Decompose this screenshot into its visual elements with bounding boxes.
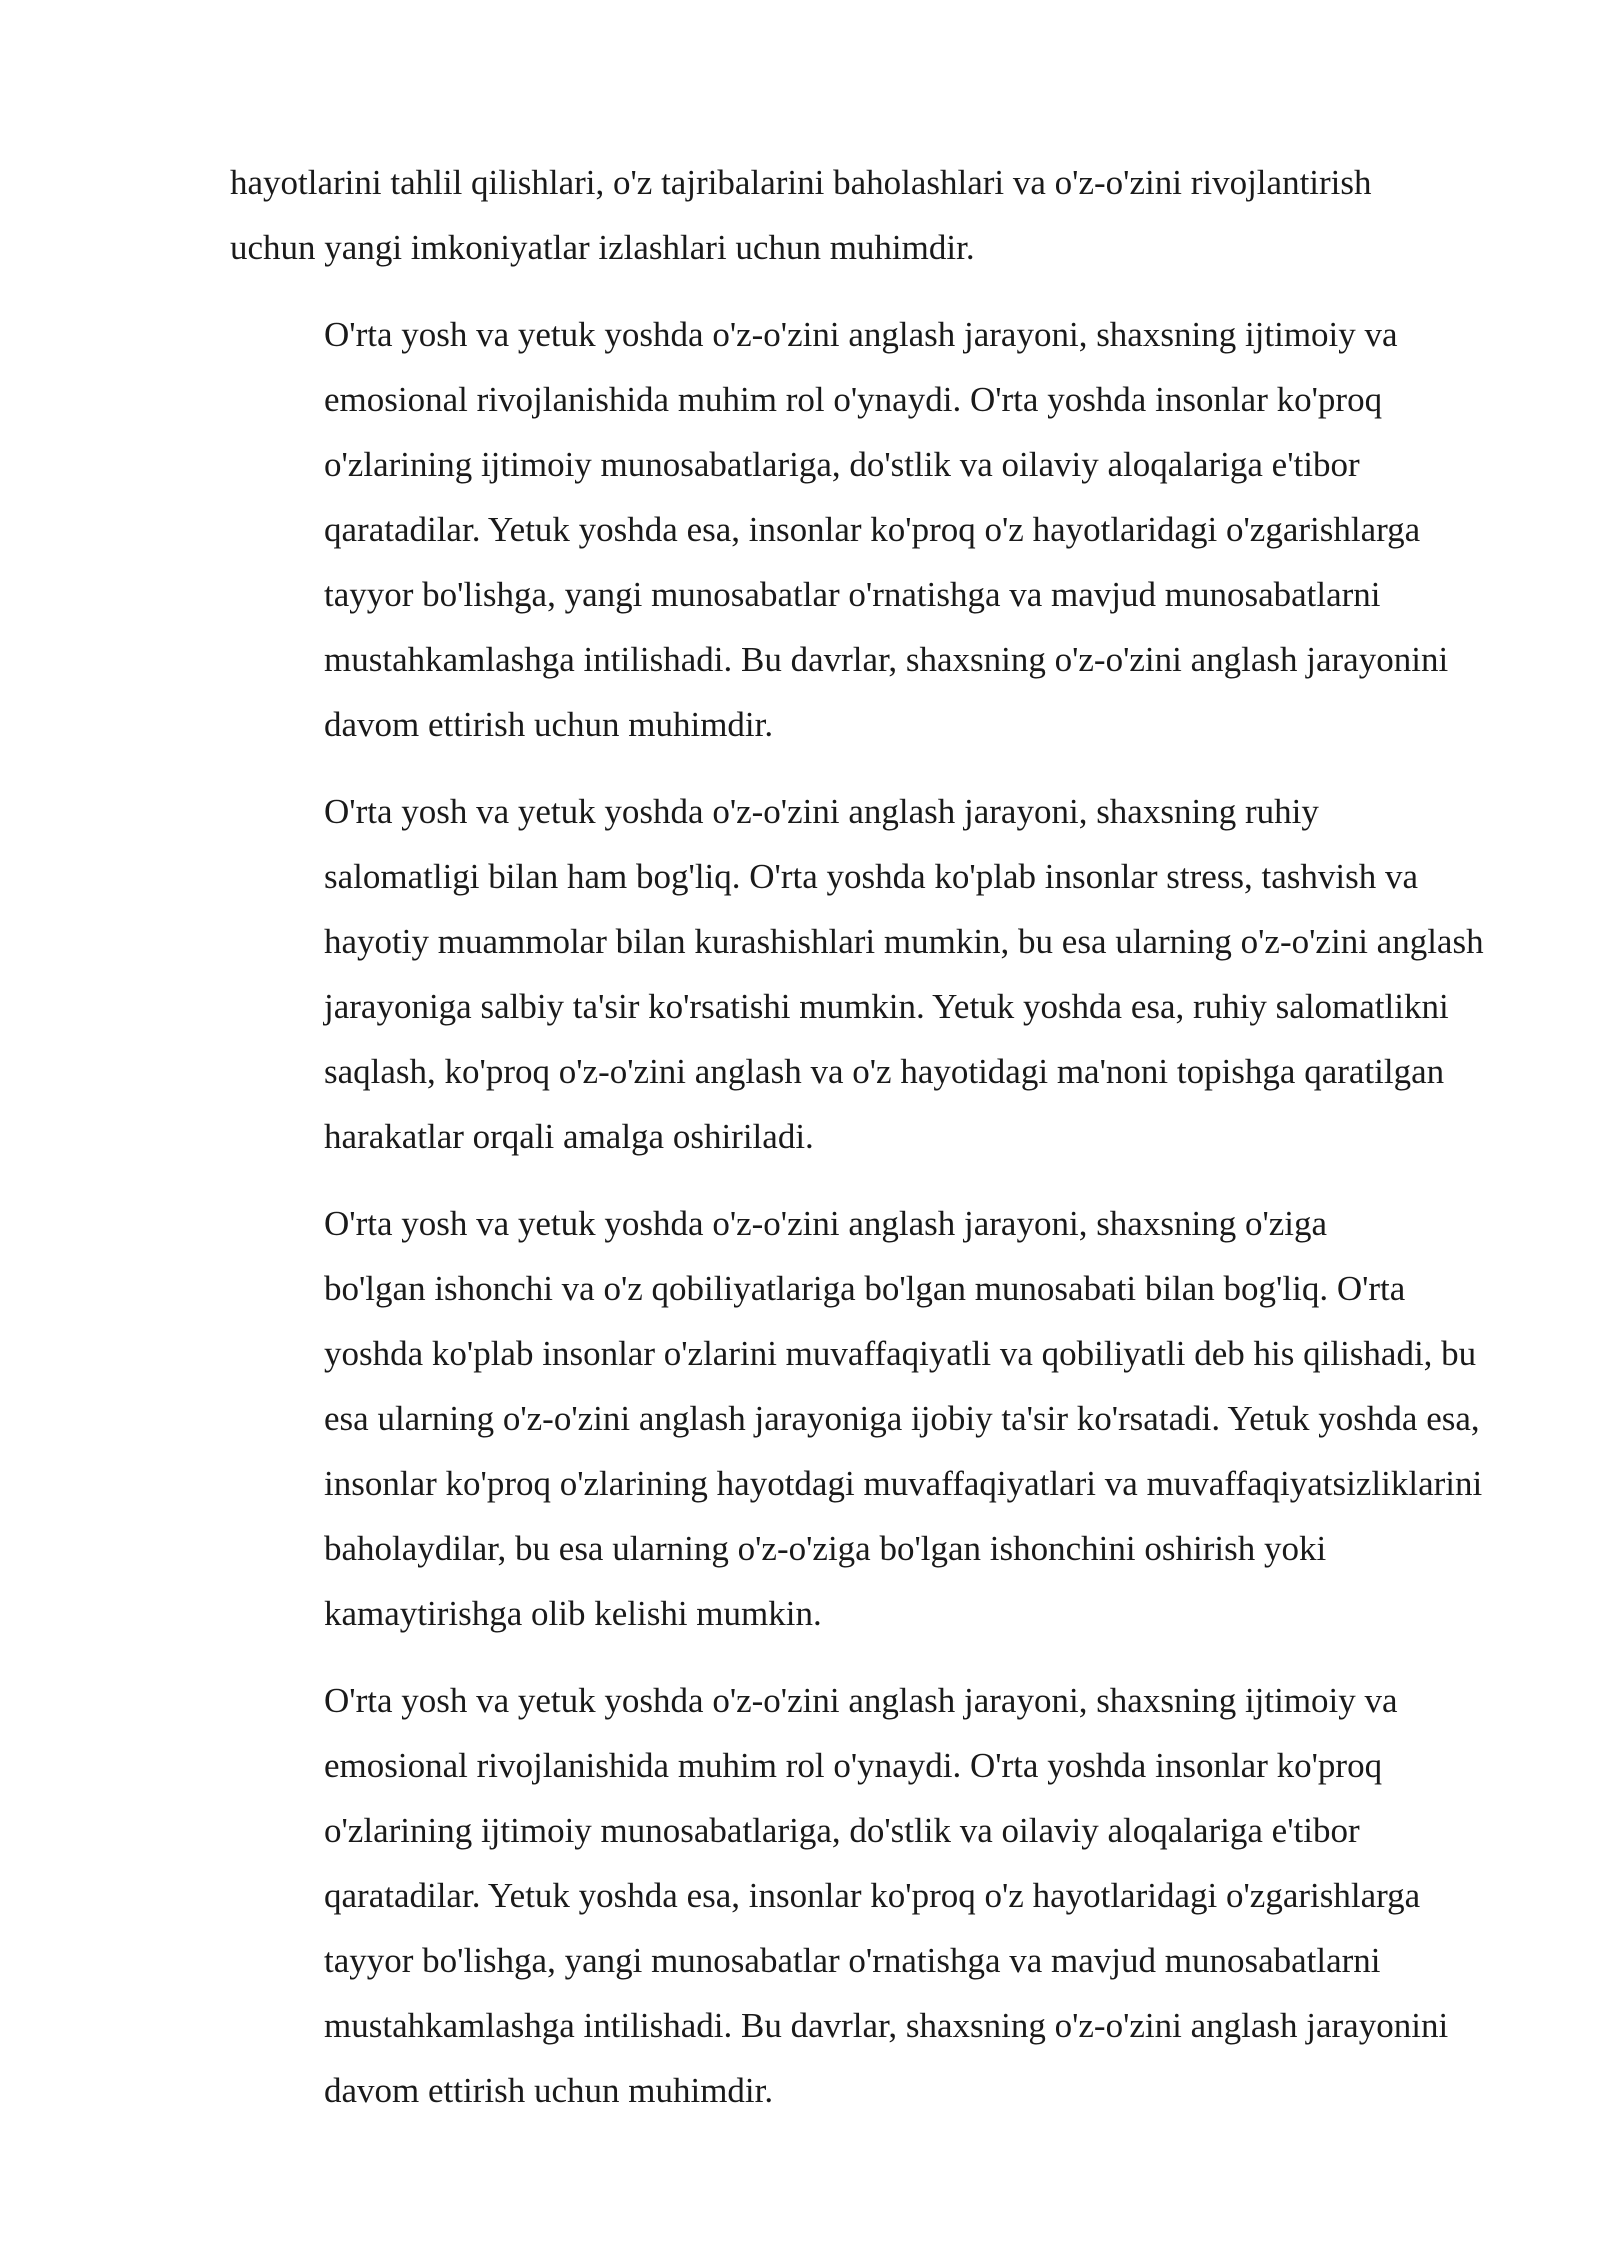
paragraph-line: mustahkamlashga intilishadi. Bu davrlar, shaxsning o'z-o'zini anglash jarayonini — [324, 640, 1449, 679]
paragraph-line: saqlash, ko'proq o'z-o'zini anglash va o'z hayotidagi ma'noni topishga qaratilgan — [324, 1052, 1445, 1091]
paragraph-line: emosional rivojlanishida muhim rol o'ynaydi. O'rta yoshda insonlar ko'proq — [324, 380, 1383, 419]
paragraph-line: qaratadilar. Yetuk yoshda esa, insonlar ko'proq o'z hayotlaridagi o'zgarishlarga — [324, 1876, 1421, 1915]
paragraph-line: baholaydilar, bu esa ularning o'z-o'ziga bo'lgan ishonchini oshirish yoki — [324, 1529, 1327, 1568]
paragraph-line: O'rta yosh va yetuk yoshda o'z-o'zini anglash jarayoni, shaxsning ijtimoiy va — [324, 1681, 1398, 1720]
paragraph-1 — [230, 150, 1488, 280]
paragraph-line: hayotiy muammolar bilan kurashishlari mumkin, bu esa ularning o'z-o'zini anglash — [324, 922, 1484, 961]
paragraph-4 — [230, 1191, 1488, 1646]
paragraph-line: uchun yangi imkoniyatlar izlashlari uchun muhimdir. — [230, 228, 975, 267]
paragraph-3 — [230, 779, 1488, 1169]
paragraph-line: bo'lgan ishonchi va o'z qobiliyatlariga bo'lgan munosabati bilan bog'liq. O'rta — [324, 1269, 1406, 1308]
paragraph-line: kamaytirishga olib kelishi mumkin. — [324, 1594, 822, 1633]
paragraph-line: o'zlarining ijtimoiy munosabatlariga, do'stlik va oilaviy aloqalariga e'tibor — [324, 445, 1360, 484]
paragraph-line: o'zlarining ijtimoiy munosabatlariga, do'stlik va oilaviy aloqalariga e'tibor — [324, 1811, 1360, 1850]
paragraph-line: O'rta yosh va yetuk yoshda o'z-o'zini anglash jarayoni, shaxsning ijtimoiy va — [324, 315, 1398, 354]
paragraph-line: O'rta yosh va yetuk yoshda o'z-o'zini anglash jarayoni, shaxsning o'ziga — [324, 1204, 1328, 1243]
paragraph-line: tayyor bo'lishga, yangi munosabatlar o'rnatishga va mavjud munosabatlarni — [324, 575, 1381, 614]
paragraph-line: mustahkamlashga intilishadi. Bu davrlar, shaxsning o'z-o'zini anglash jarayonini — [324, 2006, 1449, 2045]
paragraph-line: jarayoniga salbiy ta'sir ko'rsatishi mumkin. Yetuk yoshda esa, ruhiy salomatlikni — [324, 987, 1449, 1026]
paragraph-line: hayotlarini tahlil qilishlari, o'z tajribalarini baholashlari va o'z-o'zini rivojlantirish — [230, 163, 1372, 202]
paragraph-5 — [230, 1668, 1488, 2123]
paragraph-line: harakatlar orqali amalga oshiriladi. — [324, 1117, 814, 1156]
paragraph-line: insonlar ko'proq o'zlarining hayotdagi muvaffaqiyatlari va muvaffaqiyatsizliklarini — [324, 1464, 1483, 1503]
paragraph-line: salomatligi bilan ham bog'liq. O'rta yoshda ko'plab insonlar stress, tashvish va — [324, 857, 1419, 896]
paragraph-line: yoshda ko'plab insonlar o'zlarini muvaffaqiyatli va qobiliyatli deb his qilishadi, bu — [324, 1334, 1477, 1373]
paragraph-2 — [230, 302, 1488, 757]
paragraph-line: tayyor bo'lishga, yangi munosabatlar o'rnatishga va mavjud munosabatlarni — [324, 1941, 1381, 1980]
document-body — [230, 150, 1488, 2145]
paragraph-line: davom ettirish uchun muhimdir. — [324, 2071, 774, 2110]
paragraph-line: davom ettirish uchun muhimdir. — [324, 705, 774, 744]
paragraph-line: O'rta yosh va yetuk yoshda o'z-o'zini anglash jarayoni, shaxsning ruhiy — [324, 792, 1319, 831]
paragraph-line: esa ularning o'z-o'zini anglash jarayoniga ijobiy ta'sir ko'rsatadi. Yetuk yoshda esa, — [324, 1399, 1480, 1438]
paragraph-line: emosional rivojlanishida muhim rol o'ynaydi. O'rta yoshda insonlar ko'proq — [324, 1746, 1383, 1785]
paragraph-line: qaratadilar. Yetuk yoshda esa, insonlar ko'proq o'z hayotlaridagi o'zgarishlarga — [324, 510, 1421, 549]
